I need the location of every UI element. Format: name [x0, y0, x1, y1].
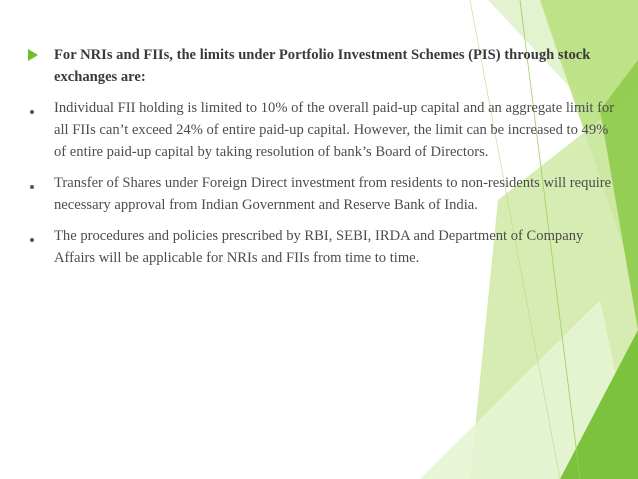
dot-bullet-icon	[30, 110, 34, 114]
bullet-item	[28, 44, 618, 88]
bullet-list	[28, 44, 618, 278]
bullet-item	[28, 97, 618, 163]
dot-bullet-icon	[30, 185, 34, 189]
bullet-text: Transfer of Shares under Foreign Direct investment from residents to non-residents will require necessary approval from Indian Government and Reserve Bank of India.	[54, 175, 612, 213]
bullet-item	[28, 225, 618, 269]
dot-bullet-icon	[30, 238, 34, 242]
bullet-text: For NRIs and FIIs, the limits under Portfolio Investment Schemes (PIS) through stock exchanges are:	[54, 47, 591, 85]
bullet-text: Individual FII holding is limited to 10% of the overall paid-up capital and an aggregate limit for all FIIs can’t exceed 24% of entire paid-up capital. However, the limit can be increased to 49% of entire paid-up capital by taking resolution of bank’s Board of Directors.	[54, 100, 615, 160]
bullet-text: The procedures and policies prescribed by RBI, SEBI, IRDA and Department of Company Affairs will be applicable for NRIs and FIIs from time to time.	[54, 228, 584, 266]
arrow-bullet-icon	[28, 49, 38, 61]
bullet-item	[28, 172, 618, 216]
